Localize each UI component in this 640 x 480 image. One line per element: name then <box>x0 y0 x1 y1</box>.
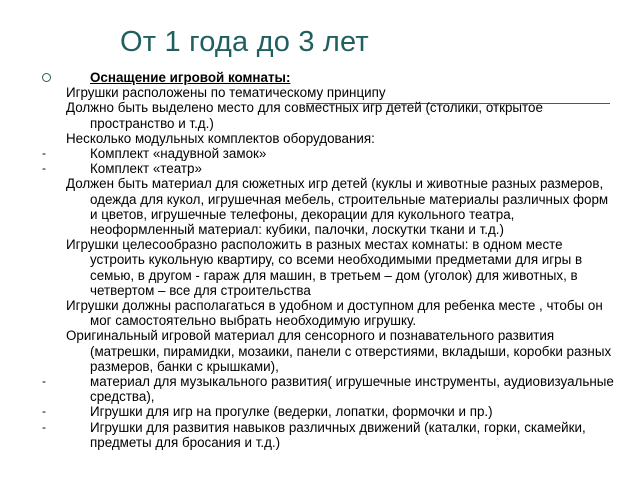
paragraph-text: Игрушки расположены по тематическому принципу <box>66 85 386 101</box>
paragraph <box>42 161 618 177</box>
section-heading <box>66 70 618 85</box>
dash-bullet-icon: - <box>42 374 46 389</box>
circle-bullet-icon <box>42 70 62 86</box>
paragraph <box>42 146 618 162</box>
paragraph-text: Игрушки целесообразно расположить в разных местах комнаты: в одном месте устроить кукольную квартиру, со всеми необходимыми предметами для игры в семью, в другом - гараж для машин, в третьем – дом (уголок) для животных, в четвертом – все для строительства <box>66 237 583 298</box>
paragraph <box>66 237 618 298</box>
paragraph <box>42 374 618 405</box>
paragraph-text: Комплект «театр» <box>90 161 202 177</box>
paragraph-text: Должно быть выделено место для совместных игр детей (столики, открытое пространство и т.д.) <box>66 100 543 131</box>
paragraph <box>66 176 618 237</box>
dash-bullet-icon: - <box>42 404 46 419</box>
paragraph-list <box>42 85 618 450</box>
slide-title: От 1 года до 3 лет <box>120 26 369 58</box>
paragraph <box>66 85 618 100</box>
dash-bullet-icon: - <box>42 419 46 434</box>
paragraph-text: Должен быть материал для сюжетных игр детей (куклы и животные разных размеров, одежда для кукол, игрушечная мебель, строительные материалы различных форм и цветов, игрушечные телефоны, декорации для кукольного театра, неоформленный материал: кубики, палочки, лоскутки ткани и т.д.) <box>66 176 609 238</box>
paragraph <box>66 328 618 374</box>
paragraph <box>42 404 618 420</box>
paragraph-text: Комплект «надувной замок» <box>90 146 267 162</box>
paragraph <box>66 131 618 146</box>
paragraph <box>66 298 618 328</box>
dash-bullet-icon: - <box>42 146 46 161</box>
paragraph <box>42 419 618 450</box>
section-heading-text: Оснащение игровой комнаты: <box>90 70 291 85</box>
slide-body <box>42 70 618 450</box>
paragraph-text: Игрушки должны располагаться в удобном и доступном для ребенка месте , чтобы он мог самостоятельно выбрать необходимую игрушку. <box>66 298 603 329</box>
paragraph-text: материал для музыкального развития( игрушечные инструменты, аудиовизуальные средства), <box>90 374 614 405</box>
paragraph-text: Игрушки для развития навыков различных движений (каталки, горки, скамейки, предметы для бросания и т.д.) <box>90 419 586 450</box>
dash-bullet-icon: - <box>42 161 46 176</box>
paragraph-text: Игрушки для игр на прогулке (ведерки, лопатки, формочки и пр.) <box>90 404 493 420</box>
paragraph-text: Несколько модульных комплектов оборудования: <box>66 130 375 146</box>
paragraph-text: Оригинальный игровой материал для сенсорного и познавательного развития (матрешки, пирамидки, мозаики, панели с отверстиями, вкладыши, коробки разных размеров, банки с крышками), <box>66 328 612 374</box>
paragraph <box>66 100 618 130</box>
